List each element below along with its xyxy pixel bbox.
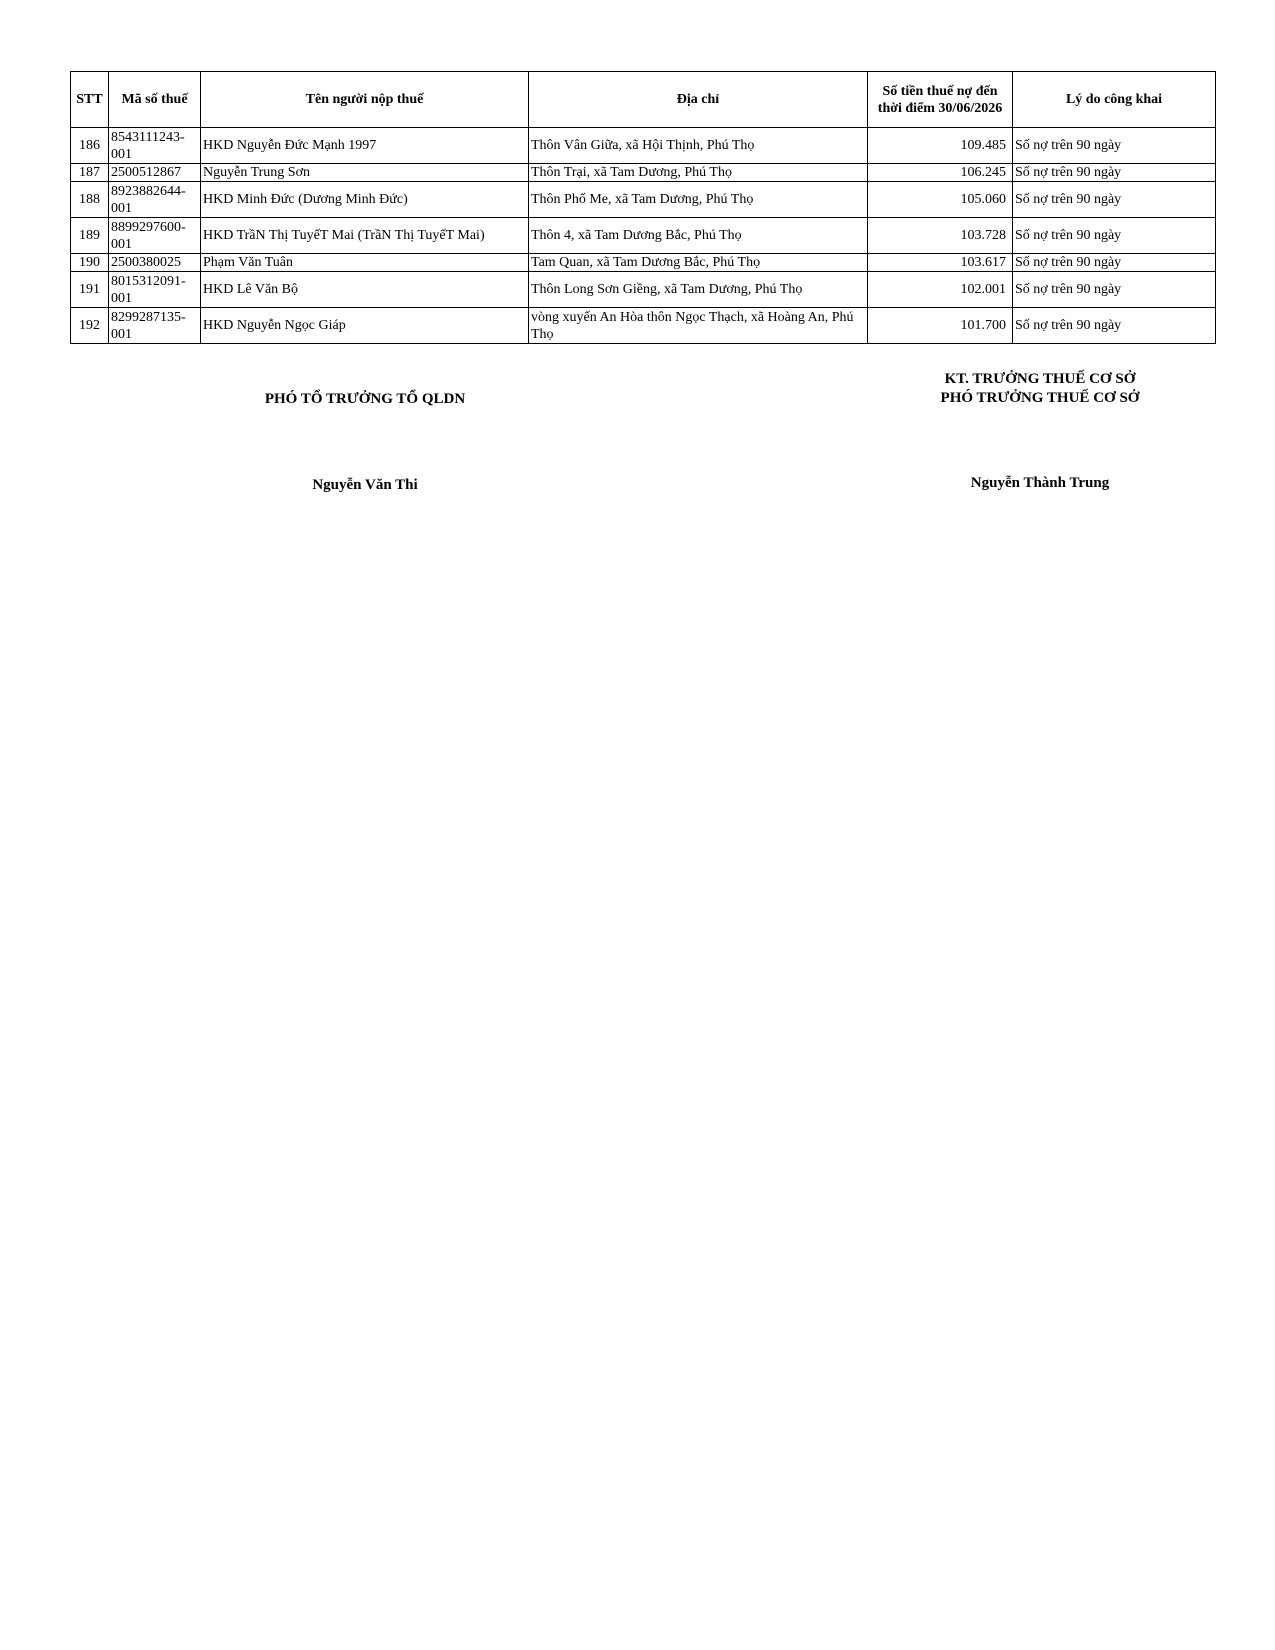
cell-tax-code: 8543111243-001 [109, 128, 201, 164]
table-row [71, 164, 1216, 182]
header-taxpayer: Tên người nộp thuế [201, 72, 529, 128]
cell-stt: 191 [71, 272, 109, 308]
cell-taxpayer: HKD Nguyễn Đức Mạnh 1997 [201, 128, 529, 164]
cell-address: Thôn 4, xã Tam Dương Bắc, Phú Thọ [529, 218, 868, 254]
cell-reason: Số nợ trên 90 ngày [1013, 308, 1216, 344]
left-signer-title: PHÓ TỔ TRƯỞNG TỔ QLDN [264, 391, 466, 407]
header-stt: STT [71, 72, 109, 128]
cell-amount: 102.001 [868, 272, 1013, 308]
cell-taxpayer: HKD Nguyễn Ngọc Giáp [201, 308, 529, 344]
cell-amount: 103.617 [868, 254, 1013, 272]
cell-reason: Số nợ trên 90 ngày [1013, 128, 1216, 164]
cell-amount: 105.060 [868, 182, 1013, 218]
cell-reason: Số nợ trên 90 ngày [1013, 164, 1216, 182]
cell-amount: 109.485 [868, 128, 1013, 164]
header-tax-code: Mã số thuế [109, 72, 201, 128]
cell-address: Thôn Trại, xã Tam Dương, Phú Thọ [529, 164, 868, 182]
right-signer-title-line1: KT. TRƯỞNG THUẾ CƠ SỞ [944, 371, 1136, 387]
header-amount-line2: thời điểm 30/06/2026 [877, 100, 1003, 116]
right-signer-title-line2: PHÓ TRƯỞNG THUẾ CƠ SỞ [940, 390, 1140, 406]
cell-stt: 189 [71, 218, 109, 254]
cell-reason: Số nợ trên 90 ngày [1013, 218, 1216, 254]
cell-tax-code: 2500380025 [109, 254, 201, 272]
cell-stt: 187 [71, 164, 109, 182]
left-signer-name: Nguyễn Văn Thi [312, 477, 418, 493]
cell-taxpayer: HKD Minh Đức (Dương Minh Đức) [201, 182, 529, 218]
cell-stt: 190 [71, 254, 109, 272]
cell-tax-code: 8923882644-001 [109, 182, 201, 218]
table-row [71, 272, 1216, 308]
cell-address: vòng xuyến An Hòa thôn Ngọc Thạch, xã Hoàng An, Phú Thọ [529, 308, 868, 344]
table-row [71, 254, 1216, 272]
right-signer-name: Nguyễn Thành Trung [970, 475, 1110, 491]
cell-taxpayer: HKD Lê Văn Bộ [201, 272, 529, 308]
header-amount-line1: Số tiền thuế nợ đến [882, 83, 998, 99]
cell-tax-code: 8899297600-001 [109, 218, 201, 254]
cell-amount: 101.700 [868, 308, 1013, 344]
cell-tax-code: 8299287135-001 [109, 308, 201, 344]
cell-reason: Số nợ trên 90 ngày [1013, 254, 1216, 272]
cell-taxpayer: Nguyễn Trung Sơn [201, 164, 529, 182]
header-reason: Lý do công khai [1013, 72, 1216, 128]
table-header-row [71, 72, 1216, 128]
cell-reason: Số nợ trên 90 ngày [1013, 182, 1216, 218]
cell-taxpayer: Phạm Văn Tuân [201, 254, 529, 272]
cell-tax-code: 8015312091-001 [109, 272, 201, 308]
cell-address: Thôn Long Sơn Giềng, xã Tam Dương, Phú Thọ [529, 272, 868, 308]
cell-address: Tam Quan, xã Tam Dương Bắc, Phú Thọ [529, 254, 868, 272]
cell-address: Thôn Phố Me, xã Tam Dương, Phú Thọ [529, 182, 868, 218]
cell-tax-code: 2500512867 [109, 164, 201, 182]
cell-stt: 188 [71, 182, 109, 218]
header-address: Địa chỉ [529, 72, 868, 128]
table-row [71, 128, 1216, 164]
tax-debt-table [70, 71, 1216, 344]
cell-reason: Số nợ trên 90 ngày [1013, 272, 1216, 308]
header-amount [868, 72, 1013, 128]
cell-stt: 192 [71, 308, 109, 344]
cell-amount: 106.245 [868, 164, 1013, 182]
table-row [71, 218, 1216, 254]
cell-address: Thôn Vân Giữa, xã Hội Thịnh, Phú Thọ [529, 128, 868, 164]
cell-stt: 186 [71, 128, 109, 164]
cell-amount: 103.728 [868, 218, 1013, 254]
table-row [71, 182, 1216, 218]
cell-taxpayer: HKD TrầN Thị TuyếT Mai (TrầN Thị TuyếT Mai) [201, 218, 529, 254]
table-row [71, 308, 1216, 344]
